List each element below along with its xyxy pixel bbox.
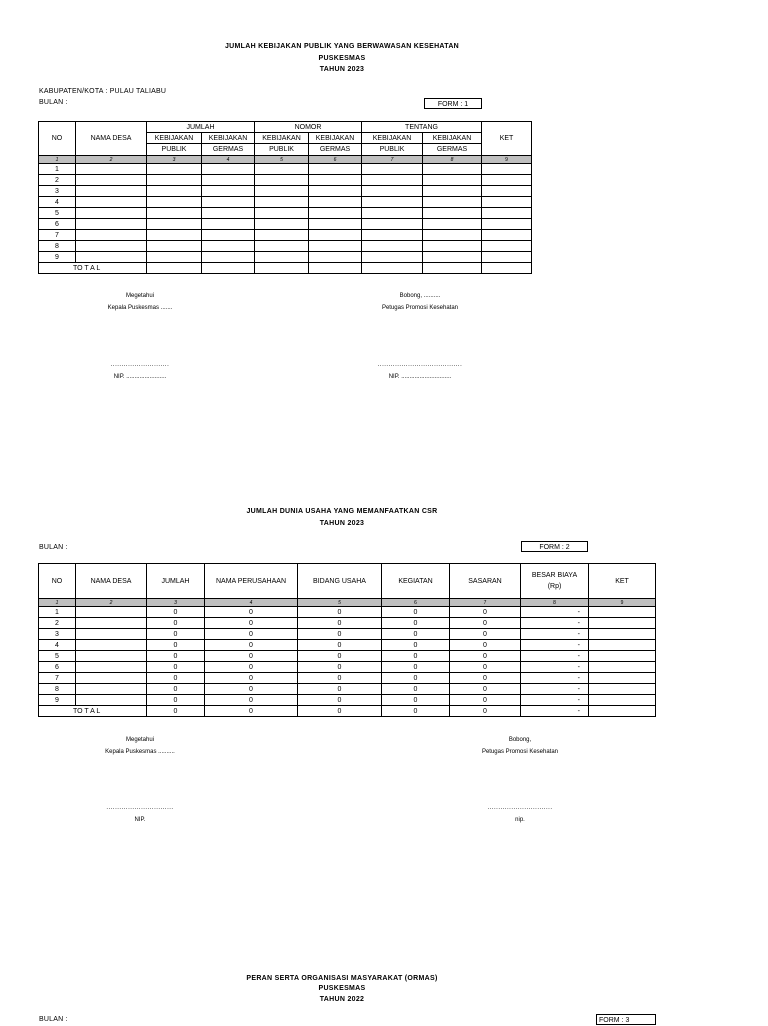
form2-col-number: 3 xyxy=(147,599,205,607)
form2-col-number: 9 xyxy=(589,599,656,607)
table-cell xyxy=(255,230,309,241)
form1-col-number: 2 xyxy=(76,156,147,164)
form1-header-no: NO xyxy=(39,122,76,156)
form1-row-no: 5 xyxy=(39,208,76,219)
form2-header-besar-biaya xyxy=(521,564,589,599)
form2-total-label: TO T A L xyxy=(39,706,147,717)
form2-row-nama-desa xyxy=(76,684,147,695)
form2-title-line-1: JUMLAH DUNIA USAHA YANG MEMANFAATKAN CSR xyxy=(246,508,438,515)
form1-header-kebijakan: KEBIJAKAN xyxy=(362,133,423,144)
table-cell xyxy=(76,219,147,230)
table-cell xyxy=(255,175,309,186)
table-cell xyxy=(423,252,482,263)
form1-row-no: 7 xyxy=(39,230,76,241)
table-cell xyxy=(423,241,482,252)
form1-row-no: 4 xyxy=(39,197,76,208)
form1-header-kebijakan: KEBIJAKAN xyxy=(255,133,309,144)
table-cell xyxy=(255,208,309,219)
form2-col-number: 2 xyxy=(76,599,147,607)
table-cell xyxy=(309,241,362,252)
table-cell xyxy=(362,164,423,175)
table-cell xyxy=(147,164,202,175)
table-cell xyxy=(309,252,362,263)
form2-total-nama-perusahaan: 0 xyxy=(205,706,298,717)
form2-row-ket xyxy=(589,673,656,684)
form2-row-jumlah: 0 xyxy=(147,618,205,629)
form2-row-sasaran: 0 xyxy=(450,618,521,629)
form1-header-nama-desa: NAMA DESA xyxy=(76,122,147,156)
table-row xyxy=(39,607,656,618)
form1-header-publik: PUBLIK xyxy=(362,144,423,156)
form2-row-biaya: - xyxy=(521,618,589,629)
table-row xyxy=(39,618,656,629)
form2-row-nama-perusahaan: 0 xyxy=(205,673,298,684)
table-cell xyxy=(423,230,482,241)
form1-row-no: 3 xyxy=(39,186,76,197)
form1-total-label: TO T A L xyxy=(39,263,147,274)
form2-sign-left-nip: NIP. xyxy=(134,817,146,823)
form1-header-kebijakan: KEBIJAKAN xyxy=(147,133,202,144)
form1-header-kebijakan: KEBIJAKAN xyxy=(309,133,362,144)
table-cell xyxy=(202,219,255,230)
table-cell xyxy=(202,197,255,208)
table-cell xyxy=(76,164,147,175)
form2-row-nama-desa xyxy=(76,651,147,662)
table-cell xyxy=(309,219,362,230)
table-row xyxy=(39,684,656,695)
form2-header-besar-biaya-line2: (Rp) xyxy=(547,583,562,590)
table-cell xyxy=(482,230,532,241)
table-row xyxy=(39,629,656,640)
form2-header-nama-perusahaan: NAMA PERUSAHAAN xyxy=(205,564,298,599)
table-cell xyxy=(147,208,202,219)
table-row xyxy=(39,164,532,175)
form1-row-no: 6 xyxy=(39,219,76,230)
table-cell xyxy=(482,219,532,230)
table-row xyxy=(39,219,532,230)
table-cell xyxy=(202,241,255,252)
form1-header-tentang: TENTANG xyxy=(362,122,482,133)
form2-header-ket: KET xyxy=(589,564,656,599)
table-cell xyxy=(76,175,147,186)
table-cell xyxy=(423,197,482,208)
form2-row-kegiatan: 0 xyxy=(382,618,450,629)
form2-row-bidang-usaha: 0 xyxy=(298,618,382,629)
form2-row-nama-desa xyxy=(76,673,147,684)
form2-row-no: 3 xyxy=(39,629,76,640)
form2-row-jumlah: 0 xyxy=(147,673,205,684)
table-cell xyxy=(147,230,202,241)
form2-col-number: 6 xyxy=(382,599,450,607)
form2-row-kegiatan: 0 xyxy=(382,607,450,618)
form2-row-kegiatan: 0 xyxy=(382,673,450,684)
form2-row-nama-perusahaan: 0 xyxy=(205,607,298,618)
form2-row-no: 2 xyxy=(39,618,76,629)
table-row xyxy=(39,651,656,662)
form2-row-sasaran: 0 xyxy=(450,651,521,662)
form2-header-no: NO xyxy=(39,564,76,599)
table-cell xyxy=(362,241,423,252)
table-cell xyxy=(76,230,147,241)
table-row xyxy=(39,186,532,197)
table-cell xyxy=(76,208,147,219)
form2-row-jumlah: 0 xyxy=(147,651,205,662)
table-cell xyxy=(147,186,202,197)
form2-row-no: 6 xyxy=(39,662,76,673)
form2-row-ket xyxy=(589,607,656,618)
table-cell xyxy=(423,208,482,219)
form1-header-jumlah: JUMLAH xyxy=(147,122,255,133)
form2-row-nama-perusahaan: 0 xyxy=(205,629,298,640)
form3-bulan-label: BULAN : xyxy=(39,1016,68,1023)
form2-row-biaya: - xyxy=(521,651,589,662)
form2-row-bidang-usaha: 0 xyxy=(298,629,382,640)
table-cell xyxy=(309,186,362,197)
form2-row-no: 9 xyxy=(39,695,76,706)
table-cell xyxy=(255,197,309,208)
table-cell xyxy=(362,219,423,230)
table-cell xyxy=(309,208,362,219)
form2-total-bidang-usaha: 0 xyxy=(298,706,382,717)
table-cell xyxy=(202,186,255,197)
form1-title-line-1: JUMLAH KEBIJAKAN PUBLIK YANG BERWAWASAN KESEHATAN xyxy=(224,43,460,50)
table-cell xyxy=(147,252,202,263)
form2-row-kegiatan: 0 xyxy=(382,629,450,640)
form2-row-bidang-usaha: 0 xyxy=(298,673,382,684)
form1-sign-right-dots: ....................................... xyxy=(377,362,463,368)
form2-row-jumlah: 0 xyxy=(147,607,205,618)
form1-number-box: FORM : 1 xyxy=(424,98,482,109)
form2-sign-right-line1: Bobong, xyxy=(508,737,532,743)
table-cell xyxy=(423,164,482,175)
form2-row-jumlah: 0 xyxy=(147,640,205,651)
form2-title-line-2: TAHUN 2023 xyxy=(319,520,365,527)
table-row xyxy=(39,197,532,208)
form2-row-nama-perusahaan: 0 xyxy=(205,695,298,706)
form2-col-number: 1 xyxy=(39,599,76,607)
form1-sign-right-line2: Petugas Promosi Kesehatan xyxy=(381,305,459,311)
form2-row-jumlah: 0 xyxy=(147,662,205,673)
form2-row-kegiatan: 0 xyxy=(382,684,450,695)
table-row xyxy=(39,695,656,706)
form1-col-number: 9 xyxy=(482,156,532,164)
form1-col-number: 5 xyxy=(255,156,309,164)
form2-sign-right-dots: .............................. xyxy=(487,805,553,811)
form2-row-biaya: - xyxy=(521,629,589,640)
table-cell xyxy=(76,241,147,252)
form2-header-bidang-usaha: BIDANG USAHA xyxy=(298,564,382,599)
form1-header-ket: KET xyxy=(482,122,532,156)
form2-row-sasaran: 0 xyxy=(450,662,521,673)
form2-row-nama-perusahaan: 0 xyxy=(205,662,298,673)
form2-row-ket xyxy=(589,618,656,629)
form2-row-ket xyxy=(589,651,656,662)
form2-header-kegiatan: KEGIATAN xyxy=(382,564,450,599)
table-cell xyxy=(482,175,532,186)
form2-row-bidang-usaha: 0 xyxy=(298,640,382,651)
table-cell xyxy=(147,241,202,252)
table-cell xyxy=(482,252,532,263)
form2-row-nama-desa xyxy=(76,662,147,673)
table-cell xyxy=(202,164,255,175)
table-cell xyxy=(76,197,147,208)
form1-kabupaten-label: KABUPATEN/KOTA : PULAU TALIABU xyxy=(39,88,167,95)
table-row xyxy=(39,208,532,219)
table-row xyxy=(39,662,656,673)
form2-header-nama-desa: NAMA DESA xyxy=(76,564,147,599)
table-cell xyxy=(482,186,532,197)
form2-row-biaya: - xyxy=(521,673,589,684)
table-cell xyxy=(255,164,309,175)
form2-row-sasaran: 0 xyxy=(450,640,521,651)
form2-row-nama-perusahaan: 0 xyxy=(205,684,298,695)
table-cell xyxy=(147,197,202,208)
form1-col-number: 4 xyxy=(202,156,255,164)
form1-row-no: 1 xyxy=(39,164,76,175)
table-cell xyxy=(202,208,255,219)
table-cell xyxy=(423,219,482,230)
form2-row-no: 7 xyxy=(39,673,76,684)
form1-col-number: 1 xyxy=(39,156,76,164)
table-cell xyxy=(202,230,255,241)
table-cell xyxy=(309,175,362,186)
form2-row-ket xyxy=(589,629,656,640)
form2-row-ket xyxy=(589,662,656,673)
form2-row-no: 5 xyxy=(39,651,76,662)
form1-sign-right-nip: NIP. .............................. xyxy=(388,374,452,380)
form1-header-germas: GERMAS xyxy=(202,144,255,156)
form2-number-box: FORM : 2 xyxy=(521,541,588,552)
form1-row-no: 8 xyxy=(39,241,76,252)
form1-sign-right-line1: Bobong, .......... xyxy=(399,293,441,299)
form2-row-biaya: - xyxy=(521,607,589,618)
form2-row-nama-perusahaan: 0 xyxy=(205,640,298,651)
form2-row-kegiatan: 0 xyxy=(382,640,450,651)
form1-col-number: 3 xyxy=(147,156,202,164)
form2-row-nama-desa xyxy=(76,695,147,706)
table-cell xyxy=(482,197,532,208)
table-cell xyxy=(147,175,202,186)
form2-row-nama-perusahaan: 0 xyxy=(205,651,298,662)
form2-sign-right-line2: Petugas Promosi Kesehatan xyxy=(481,749,559,755)
form2-row-biaya: - xyxy=(521,640,589,651)
table-cell xyxy=(423,175,482,186)
form2-row-kegiatan: 0 xyxy=(382,662,450,673)
table-cell xyxy=(362,186,423,197)
table-cell xyxy=(482,164,532,175)
table-cell xyxy=(482,208,532,219)
table-cell xyxy=(423,186,482,197)
form2-row-biaya: - xyxy=(521,662,589,673)
table-cell xyxy=(202,252,255,263)
form2-sign-left-line1: Megetahui xyxy=(125,737,155,743)
form1-sign-left-nip: NIP. ........................ xyxy=(113,374,167,380)
form2-total-biaya: - xyxy=(521,706,589,717)
form1-title-line-2: PUSKESMAS xyxy=(318,55,366,62)
form2-row-nama-desa xyxy=(76,629,147,640)
form1-header-germas: GERMAS xyxy=(423,144,482,156)
form1-col-number: 8 xyxy=(423,156,482,164)
table-cell xyxy=(362,252,423,263)
form2-sign-left-line2: Kepala Puskesmas .......... xyxy=(105,749,175,755)
form2-bulan-label: BULAN : xyxy=(39,544,68,551)
table-cell xyxy=(76,252,147,263)
table-row xyxy=(39,252,532,263)
form2-row-kegiatan: 0 xyxy=(382,695,450,706)
form2-row-bidang-usaha: 0 xyxy=(298,695,382,706)
form2-row-sasaran: 0 xyxy=(450,673,521,684)
form1-row-no: 2 xyxy=(39,175,76,186)
table-row xyxy=(39,175,532,186)
table-cell xyxy=(255,252,309,263)
table-cell xyxy=(309,197,362,208)
form2-row-nama-perusahaan: 0 xyxy=(205,618,298,629)
form1-sign-left-line2: Kepala Puskesmas ....... xyxy=(107,305,173,311)
form1-header-publik: PUBLIK xyxy=(255,144,309,156)
form2-row-ket xyxy=(589,684,656,695)
form2-row-sasaran: 0 xyxy=(450,629,521,640)
table-row xyxy=(39,230,532,241)
table-cell xyxy=(202,175,255,186)
form2-row-jumlah: 0 xyxy=(147,684,205,695)
form2-col-number: 8 xyxy=(521,599,589,607)
form3-title-line-3: TAHUN 2022 xyxy=(319,996,365,1003)
form2-row-nama-desa xyxy=(76,607,147,618)
form2-row-jumlah: 0 xyxy=(147,629,205,640)
form2-row-ket xyxy=(589,640,656,651)
form2-row-biaya: - xyxy=(521,684,589,695)
form2-row-no: 8 xyxy=(39,684,76,695)
table-cell xyxy=(147,219,202,230)
table-cell xyxy=(362,197,423,208)
form2-row-sasaran: 0 xyxy=(450,695,521,706)
form2-row-sasaran: 0 xyxy=(450,607,521,618)
form1-row-no: 9 xyxy=(39,252,76,263)
form1-table xyxy=(38,121,532,274)
form1-col-number: 6 xyxy=(309,156,362,164)
form1-header-kebijakan: KEBIJAKAN xyxy=(423,133,482,144)
form1-bulan-label: BULAN : xyxy=(39,99,68,106)
form2-row-kegiatan: 0 xyxy=(382,651,450,662)
form2-row-bidang-usaha: 0 xyxy=(298,684,382,695)
form1-header-kebijakan: KEBIJAKAN xyxy=(202,133,255,144)
form1-sign-left-line1: Megetahui xyxy=(125,293,155,299)
table-cell xyxy=(482,241,532,252)
table-cell xyxy=(255,219,309,230)
form2-row-ket xyxy=(589,695,656,706)
form2-row-nama-desa xyxy=(76,640,147,651)
table-cell xyxy=(362,208,423,219)
form2-col-number: 7 xyxy=(450,599,521,607)
form2-row-bidang-usaha: 0 xyxy=(298,607,382,618)
form2-row-jumlah: 0 xyxy=(147,695,205,706)
table-cell xyxy=(255,241,309,252)
table-cell xyxy=(362,230,423,241)
table-cell xyxy=(76,186,147,197)
form2-row-bidang-usaha: 0 xyxy=(298,662,382,673)
table-cell xyxy=(309,164,362,175)
table-row xyxy=(39,640,656,651)
form3-title-line-2: PUSKESMAS xyxy=(318,985,366,992)
form2-row-sasaran: 0 xyxy=(450,684,521,695)
form2-col-number: 5 xyxy=(298,599,382,607)
table-row xyxy=(39,241,532,252)
form2-header-besar-biaya-line1: BESAR BIAYA xyxy=(531,572,578,579)
form1-col-number: 7 xyxy=(362,156,423,164)
form1-sign-left-dots: ........................... xyxy=(110,362,170,368)
table-cell xyxy=(309,230,362,241)
form2-header-jumlah: JUMLAH xyxy=(147,564,205,599)
form2-row-bidang-usaha: 0 xyxy=(298,651,382,662)
form2-row-no: 1 xyxy=(39,607,76,618)
form2-sign-right-nip: nip. xyxy=(515,817,525,823)
form2-row-no: 4 xyxy=(39,640,76,651)
table-row xyxy=(39,673,656,684)
form1-title-line-3: TAHUN 2023 xyxy=(319,66,365,73)
form1-header-publik: PUBLIK xyxy=(147,144,202,156)
form2-row-biaya: - xyxy=(521,695,589,706)
form2-sign-left-dots: ............................... xyxy=(106,805,174,811)
form1-header-germas: GERMAS xyxy=(309,144,362,156)
form1-header-nomor: NOMOR xyxy=(255,122,362,133)
table-cell xyxy=(362,175,423,186)
form2-total-jumlah: 0 xyxy=(147,706,205,717)
form2-table xyxy=(38,563,656,717)
form2-col-number: 4 xyxy=(205,599,298,607)
form3-number-box: FORM : 3 xyxy=(596,1014,656,1025)
form3-title-line-1: PERAN SERTA ORGANISASI MASYARAKAT (ORMAS) xyxy=(246,975,438,982)
form2-header-sasaran: SASARAN xyxy=(450,564,521,599)
form2-row-nama-desa xyxy=(76,618,147,629)
form2-total-kegiatan: 0 xyxy=(382,706,450,717)
form2-total-sasaran: 0 xyxy=(450,706,521,717)
table-cell xyxy=(255,186,309,197)
